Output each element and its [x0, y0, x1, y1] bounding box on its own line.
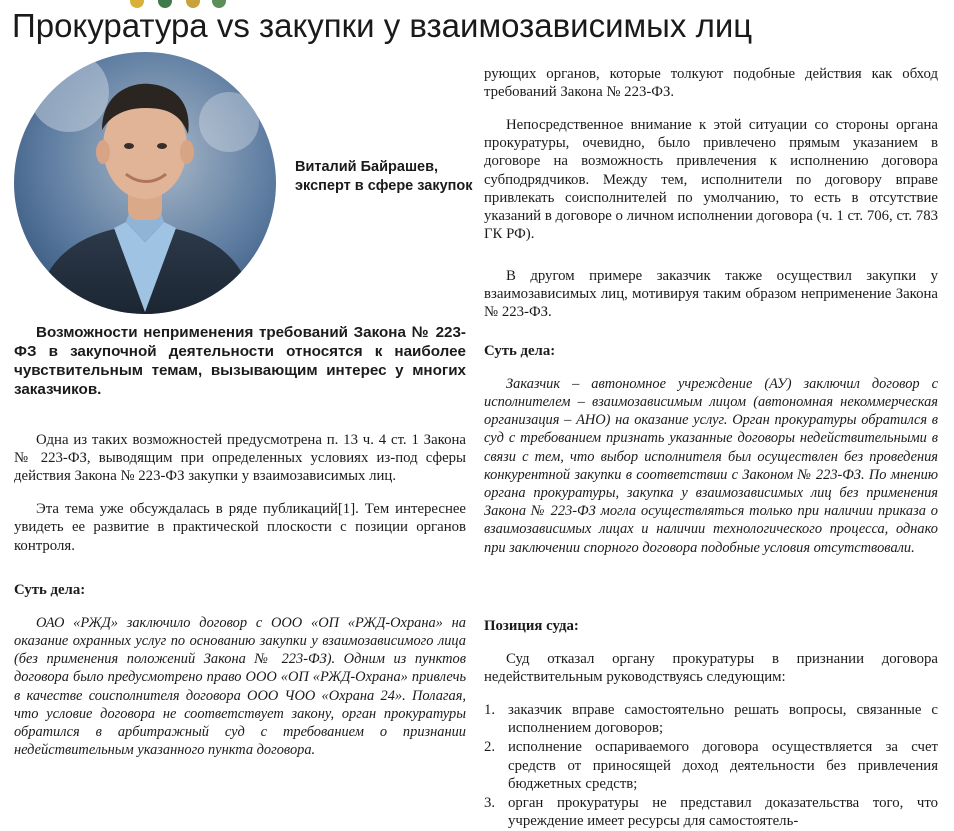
- article-lead: Возможности неприменения требований Закона № 223-ФЗ в закупочной деятельности относятся к наиболее чувствительным темам, вызывающим интерес у многих заказчиков.: [14, 324, 466, 398]
- author-photo: [14, 52, 276, 314]
- list-number: 2.: [484, 739, 496, 756]
- author-byline: Виталий Байрашев, эксперт в сфере закупок: [295, 159, 473, 194]
- court-heading: Позиция суда:: [484, 617, 579, 634]
- court-reasons-list: [484, 701, 938, 830]
- list-text: орган прокуратуры не представил доказательства того, что учреждение имеет ресурсы для самостоятель-: [508, 795, 938, 830]
- list-item: [484, 794, 938, 830]
- list-text: заказчик вправе самостоятельно решать вопросы, связанные с исполнением договоров;: [508, 702, 938, 737]
- list-item: [484, 738, 938, 793]
- list-number: 1.: [484, 702, 496, 718]
- col2-continuation: рующих органов, которые толкуют подобные действия как обход требований Закона № 223-ФЗ.: [484, 65, 938, 100]
- case2-heading: Суть дела:: [484, 342, 556, 359]
- case2-text: Заказчик – автономное учреждение (АУ) заключил договор с исполнителем – взаимозависимым лицом (автономная некоммерческая организация – АНО) на оказание услуг. Орган прокуратуры обратился в суд с требованием признать указанные договоры недействительными в связи с тем, что выбор исполнителя был осуществлен без проведения конкурентной закупки в соответствии с Законом № 223-ФЗ. По мнению органа прокуратуры, закупка у взаимозависимых лиц без применения Закона № 223-ФЗ могла осуществляться только при наличии приказа о взаимозависимых лицах и наличии технологического процесса, однако при заключении спорного договора подобные условия отсутствовали.: [484, 375, 938, 556]
- intro-paragraph-2: Эта тема уже обсуждалась в ряде публикаций[1]. Тем интереснее увидеть ее развитие в практической плоскости с позиции органов контроля.: [14, 501, 466, 554]
- case1-text: ОАО «РЖД» заключило договор с ООО «ОП «РЖД-Охрана» на оказание охранных услуг по основанию закупки у взаимозависимого лица (без применения положений Закона № 223-ФЗ). Одним из пунктов договора было предусмотрено право ООО «ОП «РЖД-Охрана» привлечь в качестве соисполнителя договора ООО ЧОО «Охрана 24». Полагая, что условие договора не соответствует закону, орган прокуратуры обратился в арбитражный суд с требованием о признании недействительным указанного пункта договора.: [14, 614, 466, 759]
- article-title: Прокуратура vs закупки у взаимозависимых лиц: [12, 7, 753, 44]
- col2-paragraph-3: В другом примере заказчик также осуществил закупки у взаимозависимых лиц, мотивируя таким образом неприменение Закона № 223-ФЗ.: [484, 267, 938, 321]
- case1-heading: Суть дела:: [14, 581, 86, 598]
- col2-paragraph-2: Непосредственное внимание к этой ситуации со стороны органа прокуратуры, очевидно, было привлечено прямым указанием в договоре на возможность привлечения к исполнению договора субподрядчиков. Между тем, исполнители по договору вправе привлекать соисполнителей по умолчанию, то есть в отсутствие указаний в договоре о личном исполнении договора (ч. 1 ст. 706, ст. 783 ГК РФ).: [484, 117, 938, 243]
- court-intro: Суд отказал органу прокуратуры в признании договора недействительным руководствуясь следующим:: [484, 650, 938, 685]
- list-item: [484, 701, 938, 737]
- list-number: 3.: [484, 795, 496, 812]
- intro-paragraph-1: Одна из таких возможностей предусмотрена п. 13 ч. 4 ст. 1 Закона № 223-ФЗ, выводящим при определенных условиях из-под сферы действия Закона № 223-ФЗ закупки у взаимозависимых лиц.: [14, 431, 466, 485]
- list-text: исполнение оспариваемого договора осуществляется за счет средств от приносящей доход деятельности без привлечения бюджетных средств;: [508, 739, 938, 792]
